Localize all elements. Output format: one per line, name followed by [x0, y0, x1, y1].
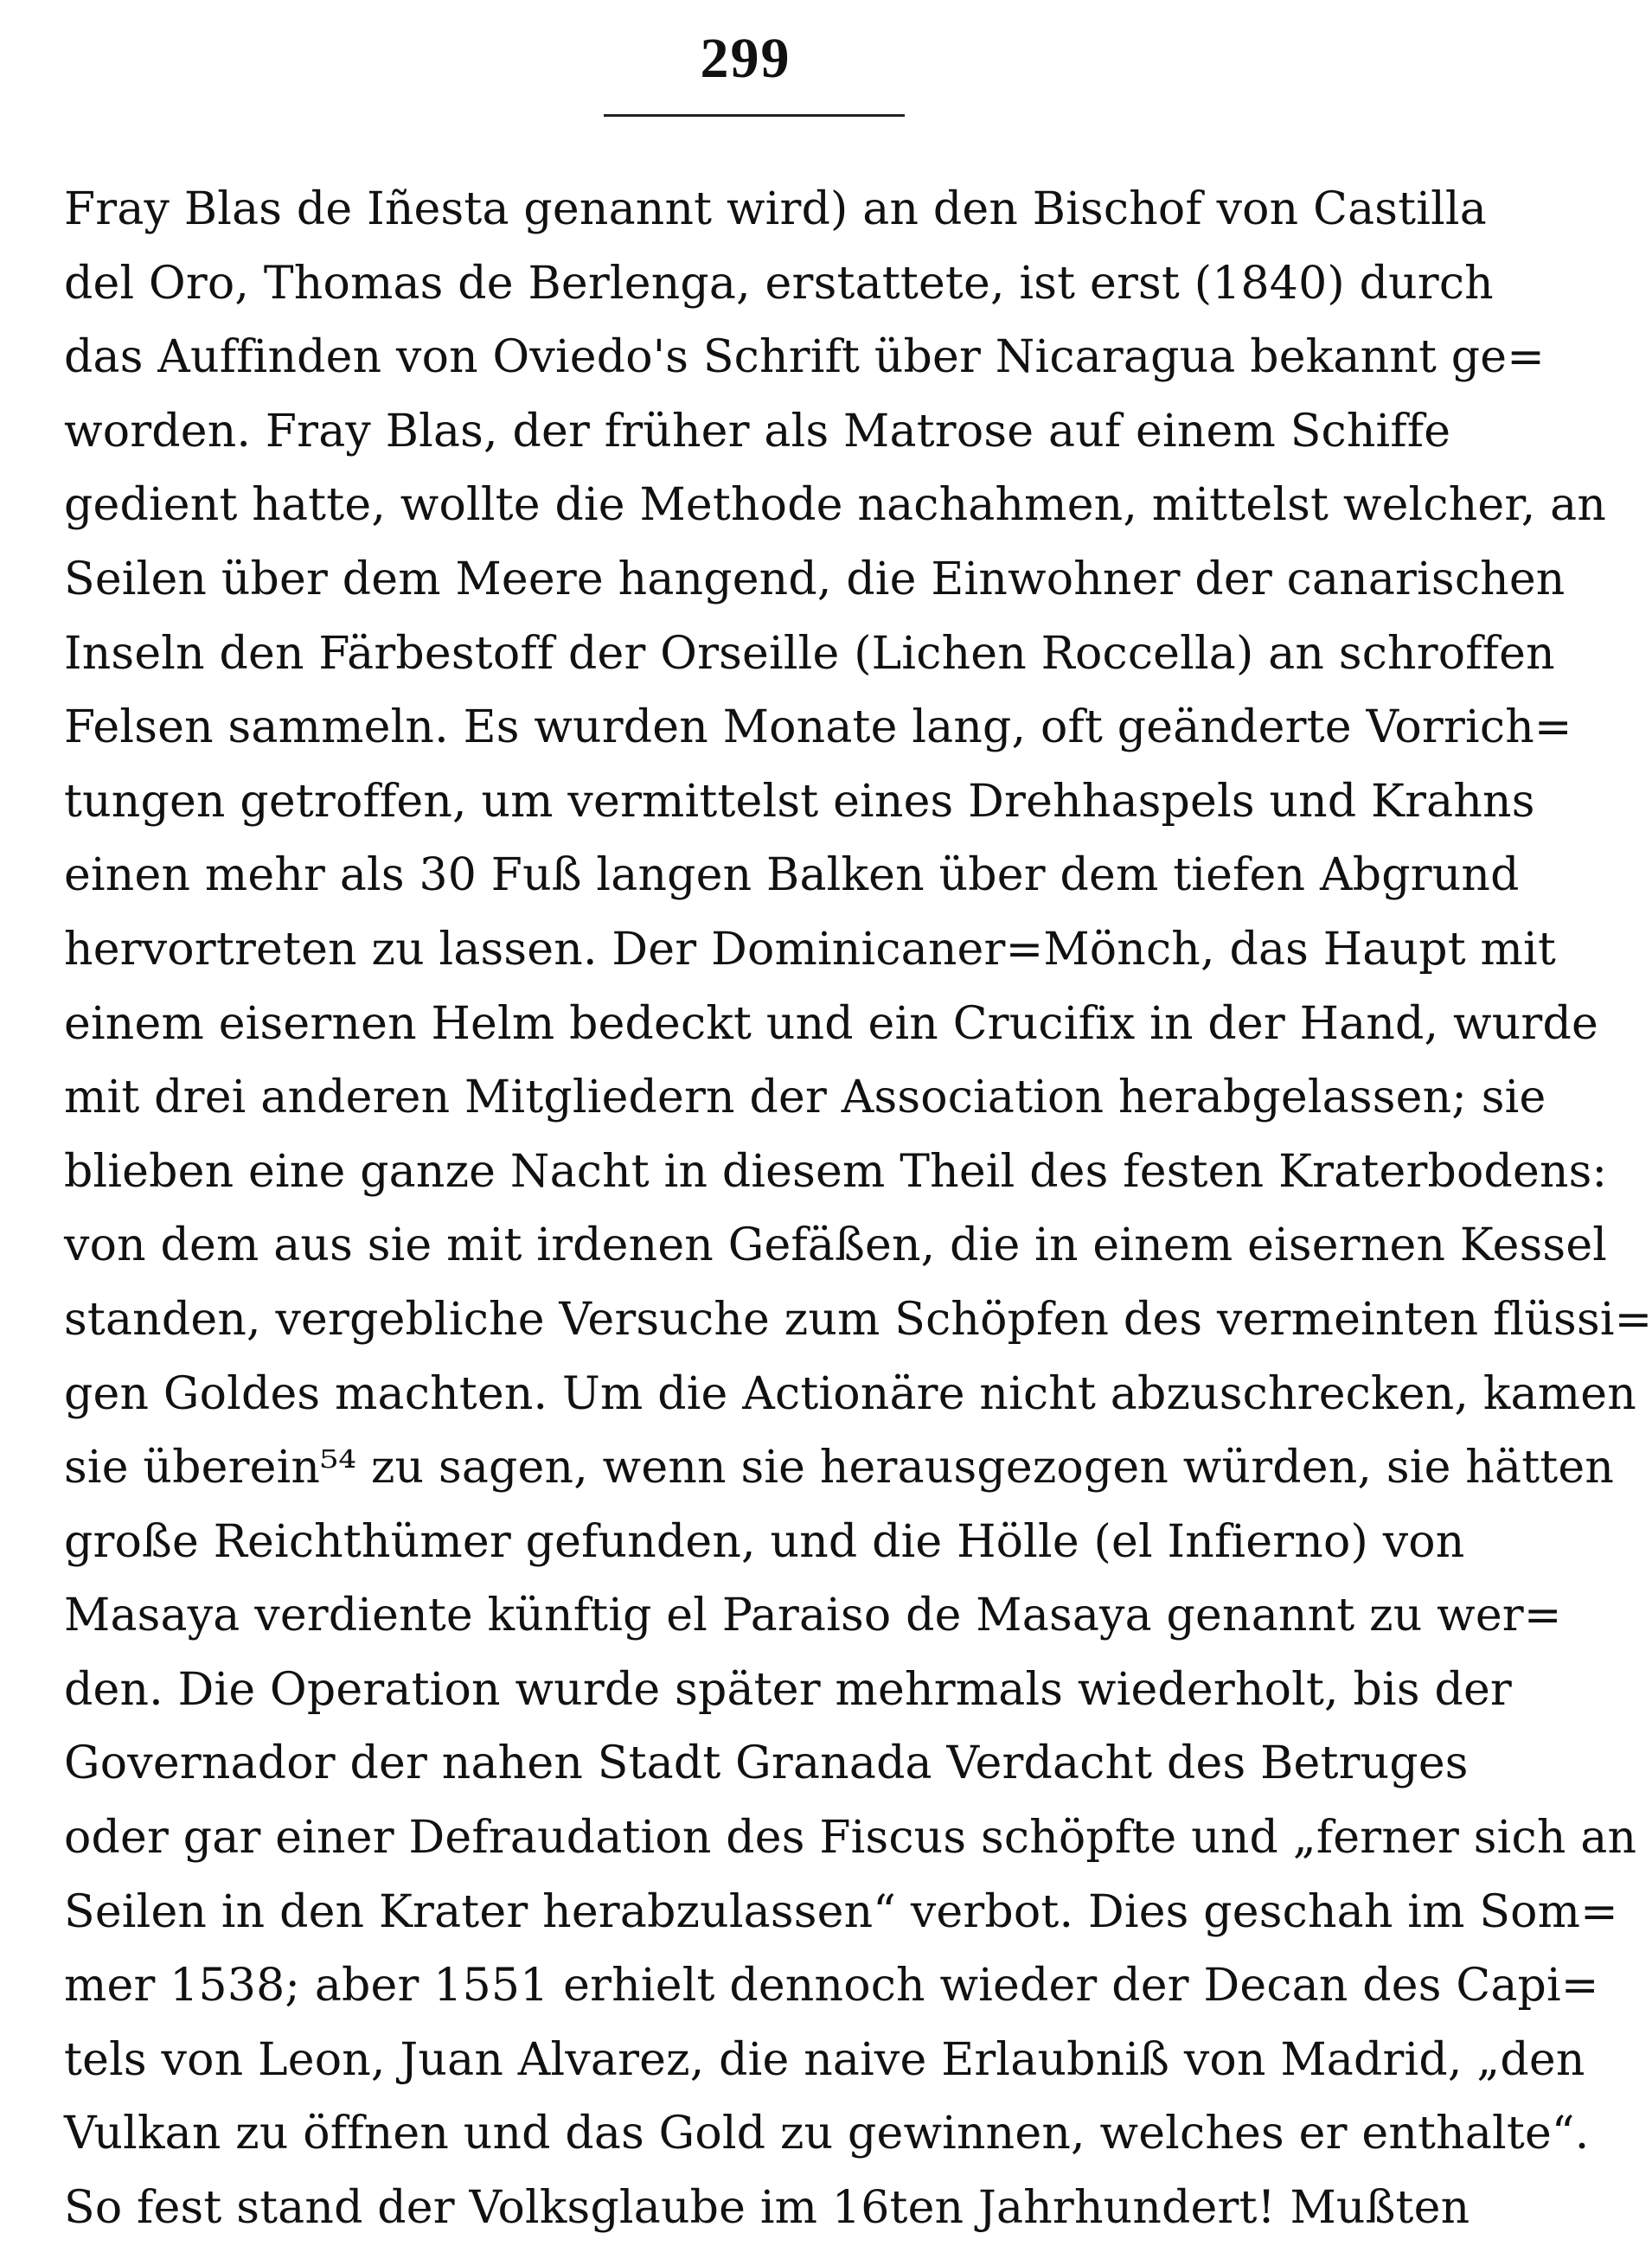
page-number: 299 [700, 27, 791, 90]
text-line: tels von Leon, Juan Alvarez, die naive Erlaubniß von Madrid, „den [64, 2033, 1585, 2086]
text-line: tungen getroffen, um vermittelst eines Drehhaspels und Krahns [64, 775, 1535, 828]
text-line: Fray Blas de Iñesta genannt wird) an den Bischof von Castilla [64, 183, 1487, 235]
text-line: Masaya verdiente künftig el Paraiso de Masaya genannt zu wer= [64, 1590, 1562, 1642]
text-line: worden. Fray Blas, der früher als Matrose auf einem Schiffe [64, 405, 1451, 458]
text-line: mer 1538; aber 1551 erhielt dennoch wieder der Decan des Capi= [64, 1960, 1599, 2012]
text-line: Felsen sammeln. Es wurden Monate lang, oft geänderte Vorrich= [64, 701, 1572, 754]
text-line: einem eisernen Helm bedeckt und ein Crucifix in der Hand, wurde [64, 997, 1598, 1050]
text-line: Vulkan zu öffnen und das Gold zu gewinnen, welches er enthalte“. [64, 2108, 1590, 2160]
text-line: oder gar einer Defraudation des Fiscus schöpfte und „ferner sich an [64, 1812, 1637, 1865]
text-line: sie überein⁵⁴ zu sagen, wenn sie herausgezogen würden, sie hätten [64, 1442, 1615, 1494]
text-line: hervortreten zu lassen. Der Dominicaner=Mönch, das Haupt mit [64, 923, 1556, 976]
text-line: den. Die Operation wurde später mehrmals wiederholt, bis der [64, 1663, 1512, 1716]
text-line: gen Goldes machten. Um die Actionäre nicht abzuschrecken, kamen [64, 1367, 1636, 1420]
text-line: standen, vergebliche Versuche zum Schöpfen des vermeinten flüssi= [64, 1293, 1652, 1346]
text-line: große Reichthümer gefunden, und die Hölle (el Infierno) von [64, 1515, 1465, 1568]
text-line: del Oro, Thomas de Berlenga, erstattete, ist erst (1840) durch [64, 257, 1494, 310]
text-line: einen mehr als 30 Fuß langen Balken über dem tiefen Abgrund [64, 849, 1520, 902]
text-line: Seilen in den Krater herabzulassen“ verbot. Dies geschah im Som= [64, 1885, 1618, 1938]
text-line: das Auffinden von Oviedo's Schrift über Nicaragua bekannt ge= [64, 331, 1546, 384]
text-line: Seilen über dem Meere hangend, die Einwohner der canarischen [64, 553, 1566, 605]
text-line: blieben eine ganze Nacht in diesem Theil des festen Kraterbodens: [64, 1145, 1608, 1198]
text-line: von dem aus sie mit irdenen Gefäßen, die in einem eisernen Kessel [64, 1219, 1608, 1272]
text-line: gedient hatte, wollte die Methode nachahmen, mittelst welcher, an [64, 479, 1607, 532]
header-rule [604, 114, 905, 117]
body-text [64, 173, 1652, 2246]
text-line: mit drei anderen Mitgliedern der Association herabgelassen; sie [64, 1072, 1546, 1124]
text-line: So fest stand der Volksglaube im 16ten Jahrhundert! Mußten [64, 2182, 1470, 2235]
text-line: Inseln den Färbestoff der Orseille (Lichen Roccella) an schroffen [64, 627, 1555, 680]
text-line: Governador der nahen Stadt Granada Verdacht des Betruges [64, 1737, 1469, 1790]
